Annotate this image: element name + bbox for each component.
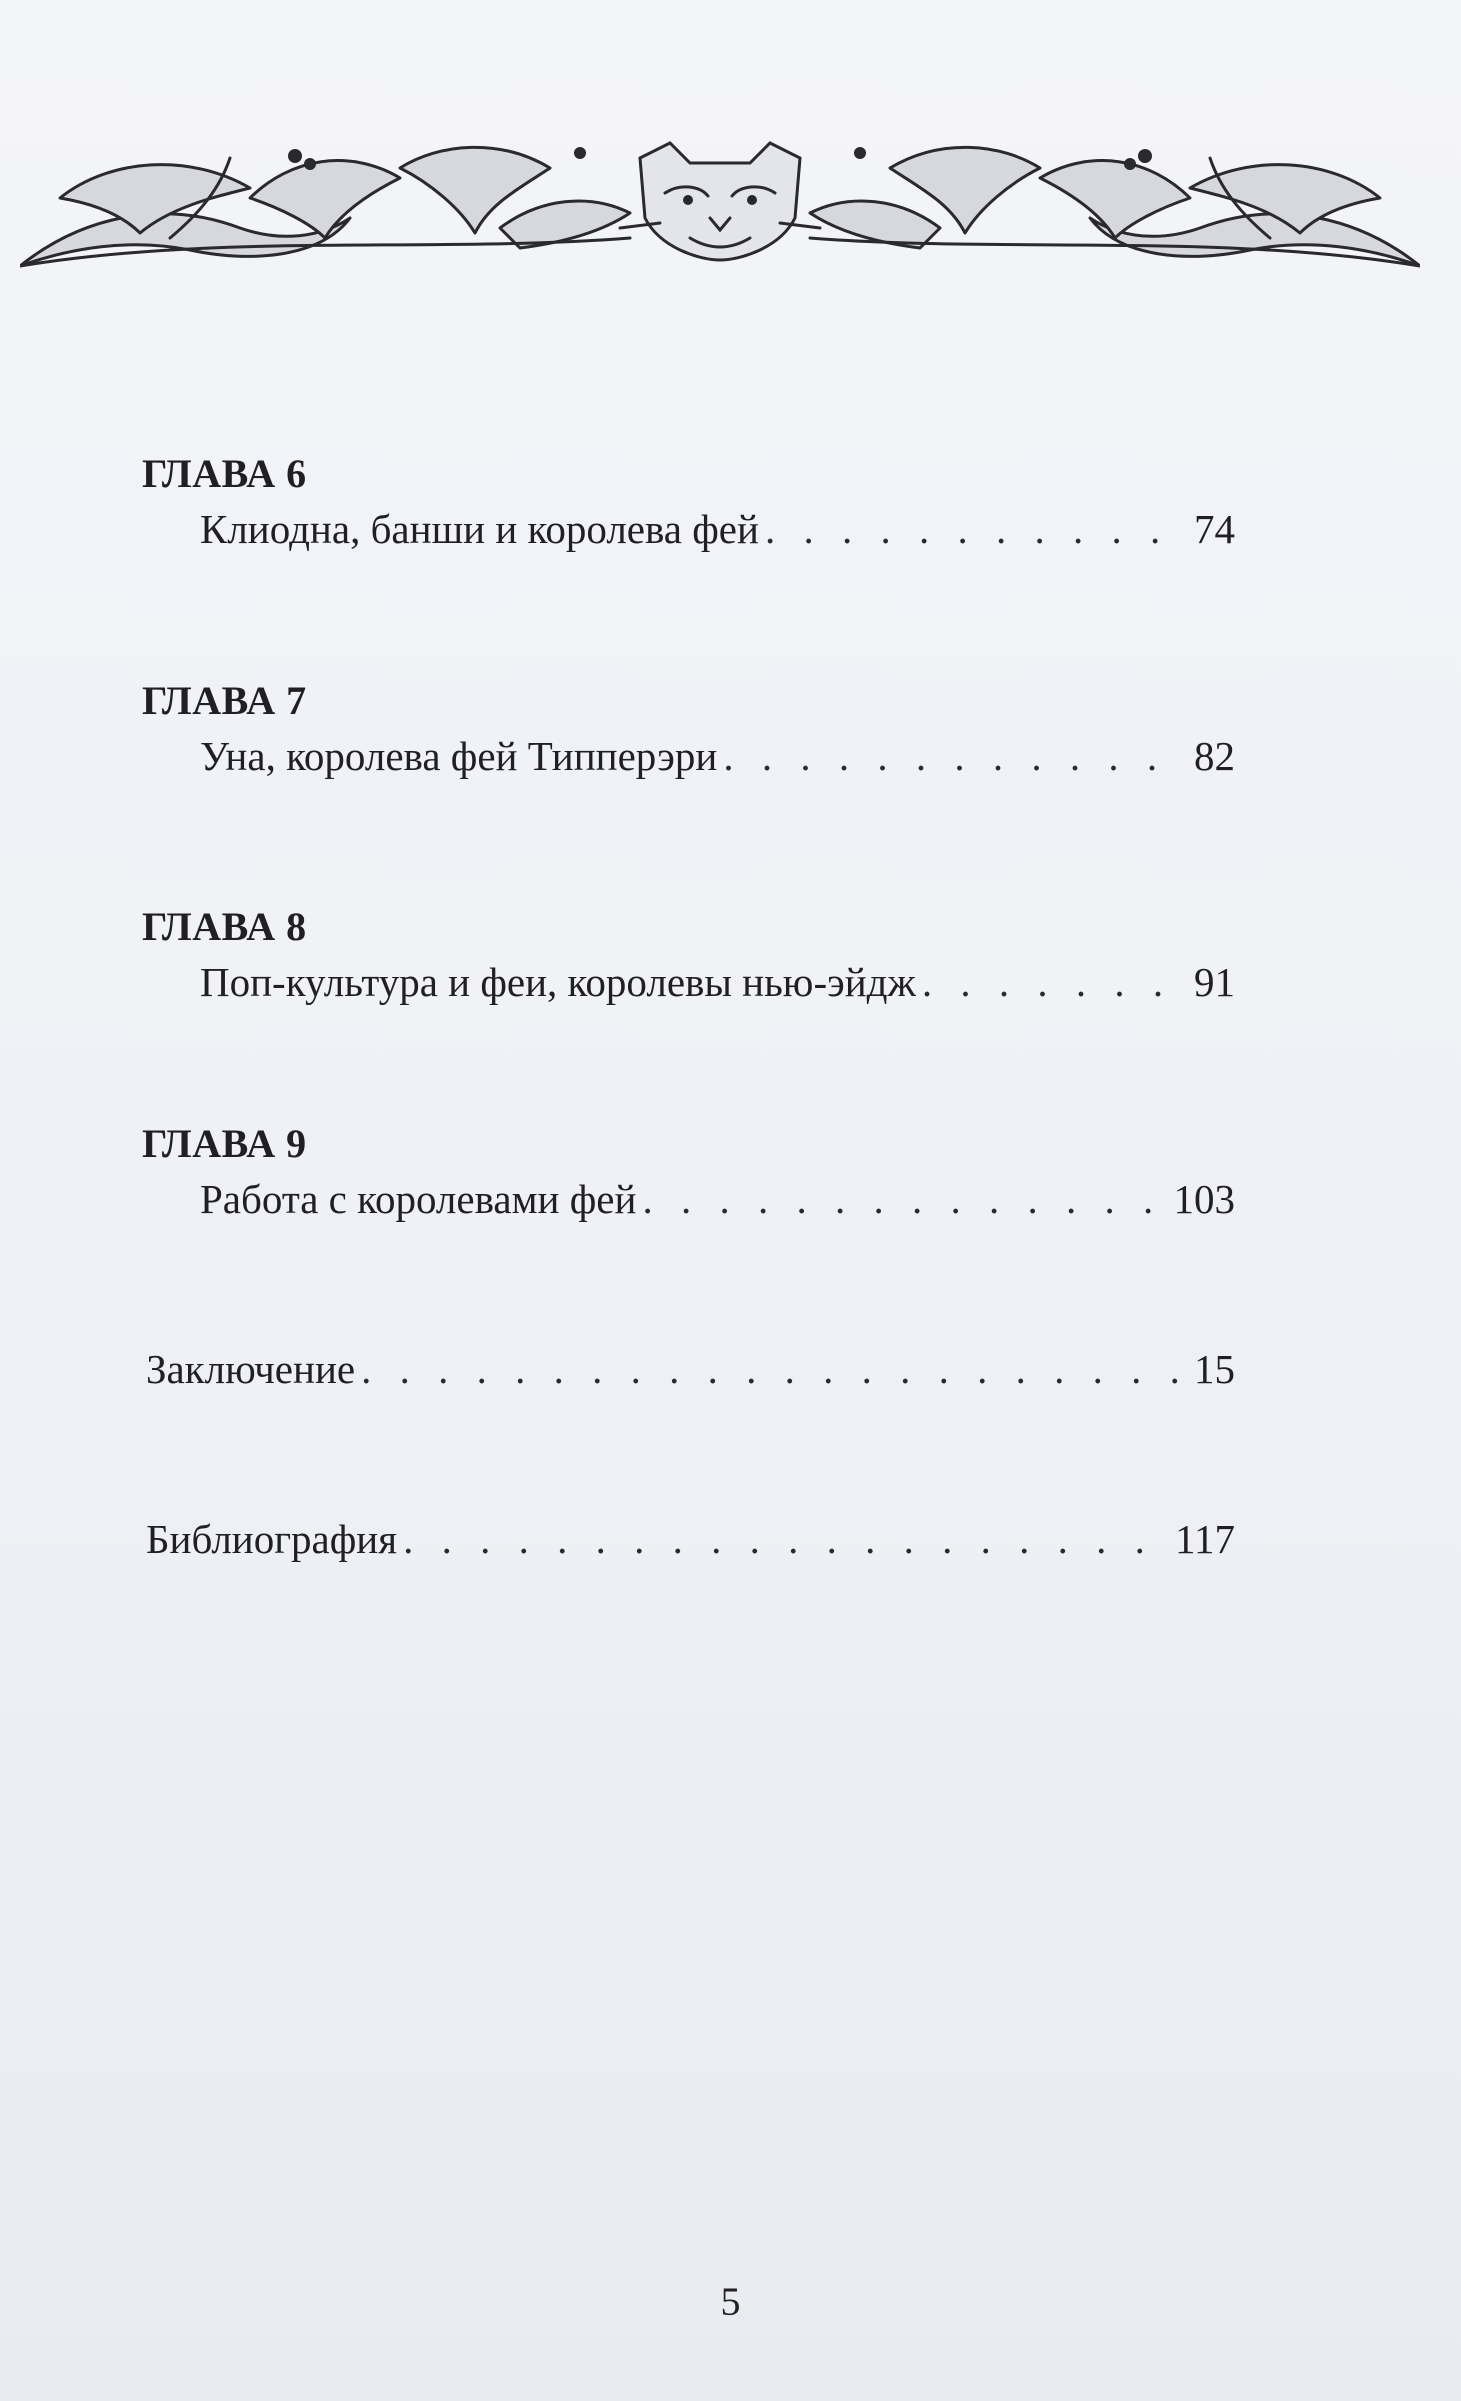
entry-title: Клиодна, банши и королева фей (200, 506, 759, 552)
chapter-9-heading: ГЛАВА 9 (142, 1121, 307, 1166)
toc-entry-chapter-6[interactable] (200, 505, 1235, 553)
page-number: 74 (1194, 506, 1235, 552)
toc-entry-conclusion[interactable] (146, 1345, 1235, 1393)
entry-title: Заключение (146, 1346, 356, 1392)
page-number: 91 (1194, 959, 1235, 1005)
page-number: 117 (1175, 1516, 1235, 1562)
page-number: 15 (1194, 1346, 1235, 1392)
dot-leader (723, 732, 1188, 780)
entry-title: Поп-культура и феи, королевы нью-эйдж (200, 959, 916, 1005)
dot-leader (642, 1175, 1167, 1223)
dot-leader (922, 958, 1188, 1006)
chapter-7-heading: ГЛАВА 7 (142, 678, 307, 723)
entry-title: Уна, королева фей Типперэри (200, 733, 718, 779)
entry-title: Библиография (146, 1516, 398, 1562)
chapter-6-heading: ГЛАВА 6 (142, 451, 307, 496)
toc-entry-chapter-9[interactable] (200, 1175, 1235, 1223)
dot-leader (765, 505, 1188, 553)
chapter-8-heading: ГЛАВА 8 (142, 904, 307, 949)
page-folio: 5 (720, 2279, 741, 2324)
entry-title: Работа с королевами фей (200, 1176, 637, 1222)
page-number: 82 (1194, 733, 1235, 779)
page-number: 103 (1173, 1176, 1235, 1222)
dot-leader (403, 1515, 1169, 1563)
dot-leader (361, 1345, 1188, 1393)
toc-entry-chapter-8[interactable] (200, 958, 1235, 1006)
toc-entry-chapter-7[interactable] (200, 732, 1235, 780)
toc-entry-bibliography[interactable] (146, 1515, 1235, 1563)
